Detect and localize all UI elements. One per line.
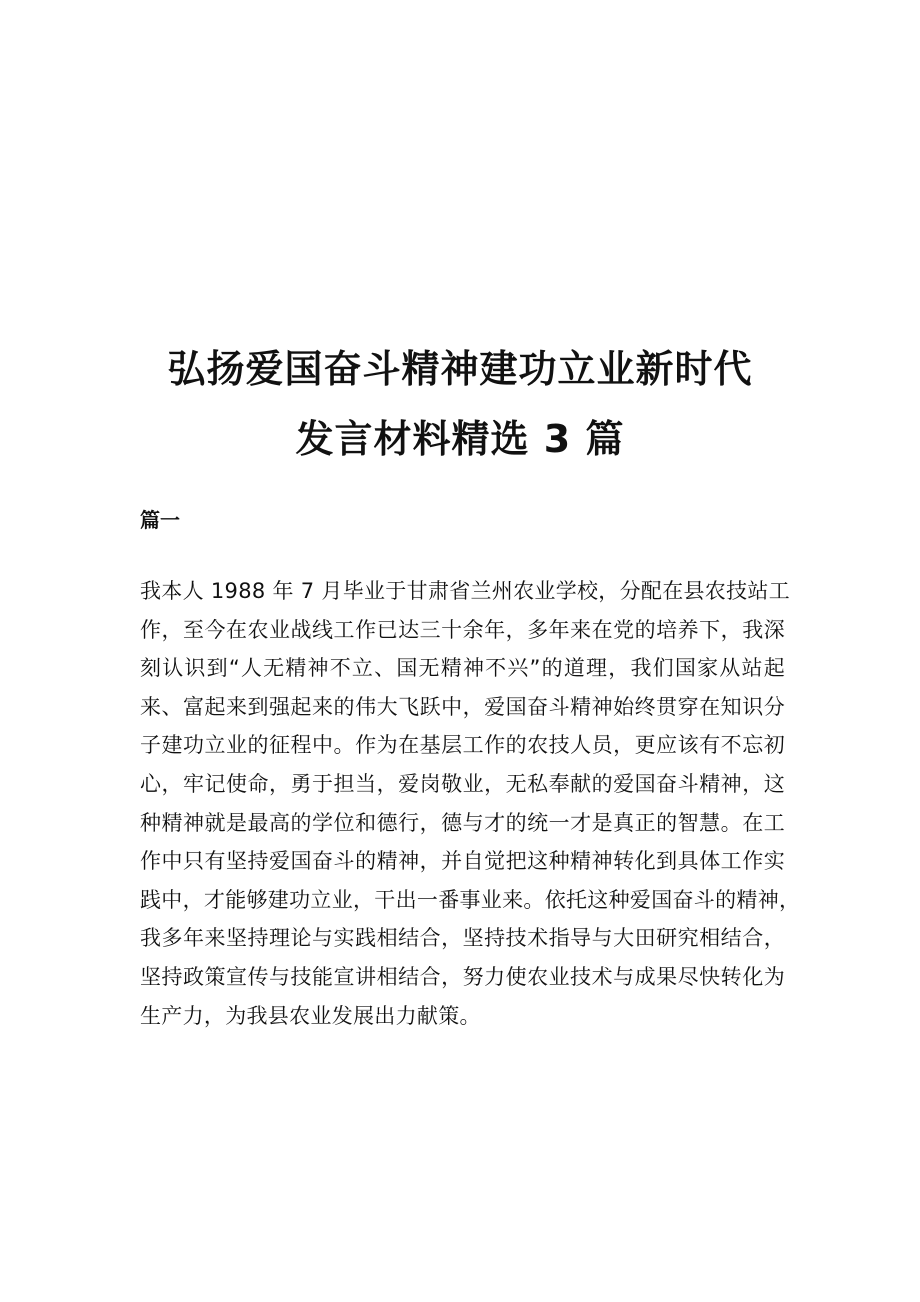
- paragraph-line: 刻认识到“人无精神不立、国无精神不兴”的道理，我们国家从站起: [140, 656, 785, 681]
- paragraph-line: 生产力，为我县农业发展出力献策。: [140, 1003, 481, 1028]
- paragraph-line: 子建功立业的征程中。作为在基层工作的农技人员，更应该有不忘初: [140, 733, 785, 758]
- document-title: [140, 334, 780, 474]
- paragraph-line: 心，牢记使命，勇于担当，爱岗敬业，无私奉献的爱国奋斗精神，这: [140, 771, 785, 796]
- paragraph-line: 坚持政策宣传与技能宣讲相结合，努力使农业技术与成果尽快转化为: [140, 964, 785, 989]
- title-line-1: 弘扬爱国奋斗精神建功立业新时代: [167, 347, 753, 391]
- paragraph-line: 种精神就是最高的学位和德行，德与才的统一才是真正的智慧。在工: [140, 810, 785, 835]
- title-line-2: 发言材料精选 3 篇: [295, 417, 625, 461]
- paragraph-line: 践中，才能够建功立业，干出一番事业来。依托这种爱国奋斗的精神，: [140, 887, 801, 912]
- paragraph-line: 来、富起来到强起来的伟大飞跃中，爱国奋斗精神始终贯穿在知识分: [140, 694, 785, 719]
- paragraph-line: 作，至今在农业战线工作已达三十余年，多年来在党的培养下，我深: [140, 617, 785, 642]
- paragraph-line: 我多年来坚持理论与实践相结合，坚持技术指导与大田研究相结合，: [140, 926, 785, 951]
- paragraph-line: 我本人 1988 年 7 月毕业于甘肃省兰州农业学校，分配在县农技站工: [140, 579, 791, 603]
- section-heading: 篇一: [140, 508, 180, 532]
- body-paragraph: [140, 572, 801, 1035]
- paragraph-line: 作中只有坚持爱国奋斗的精神，并自觉把这种精神转化到具体工作实: [140, 849, 785, 874]
